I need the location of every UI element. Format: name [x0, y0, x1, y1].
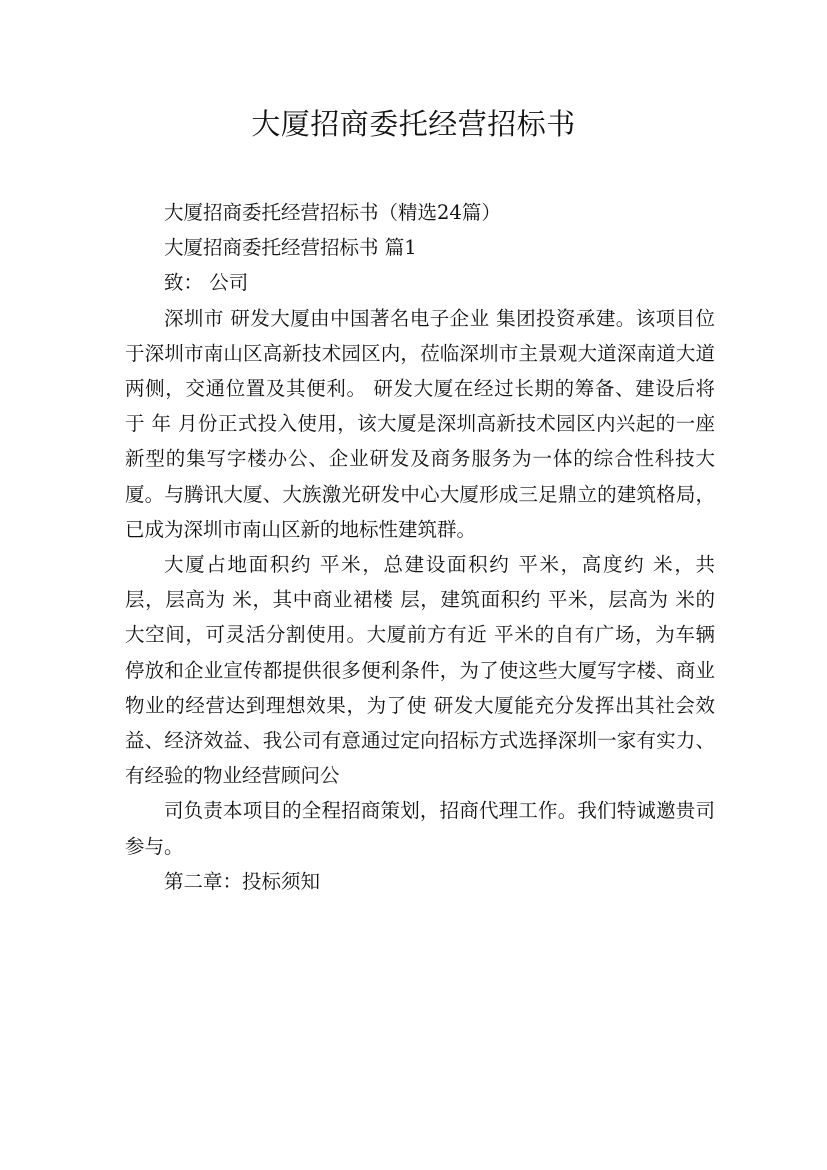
paragraph-salutation: 致： 公司	[164, 271, 249, 295]
paragraph-building-intro: 深圳市 研发大厦由中国著名电子企业 集团投资承建。该项目位于深圳市南山区高新技术园区内，莅临深圳市主景观大道深南道大道两侧，交通位置及其便利。 研发大厦在经过长期的筹备、建设后将于 年 月份正式投入使用，该大厦是深圳高新技术园区内兴起的一座新型的集写字楼办公、企业研发及商务服务为一体的综合性科技大厦。与腾讯大厦、大族激光研发中心大厦形成三足鼎立的建筑格局，已成为深圳市南山区新的地标性建筑群。	[125, 306, 715, 541]
document-title: 大厦招商委托经营招标书	[251, 107, 576, 141]
paragraph-chapter-two: 第二章：投标须知	[164, 869, 321, 893]
paragraph-subtitle: 大厦招商委托经营招标书（精选24篇）	[164, 201, 501, 224]
paragraph-invitation: 司负责本项目的全程招商策划，招商代理工作。我们特诚邀贵司参与。	[125, 799, 715, 858]
document-body	[125, 195, 715, 899]
paragraph-section-heading: 大厦招商委托经营招标书 篇1	[164, 236, 417, 260]
paragraph-building-specs: 大厦占地面积约 平米，总建设面积约 平米，高度约 米，共 层，层高为 米，其中商业裙楼 层，建筑面积约 平米，层高为 米的大空间，可灵活分割使用。大厦前方有近 平米的自有广场，为车辆停放和企业宣传都提供很多便利条件，为了使这些大厦写字楼、商业物业的经营达到理想效果，为了使 研发大厦能充分发挥出其社会效益、经济效益、我公司有意通过定向招标方式选择深圳一家有实力、有经验的物业经营顾问公	[125, 553, 715, 788]
